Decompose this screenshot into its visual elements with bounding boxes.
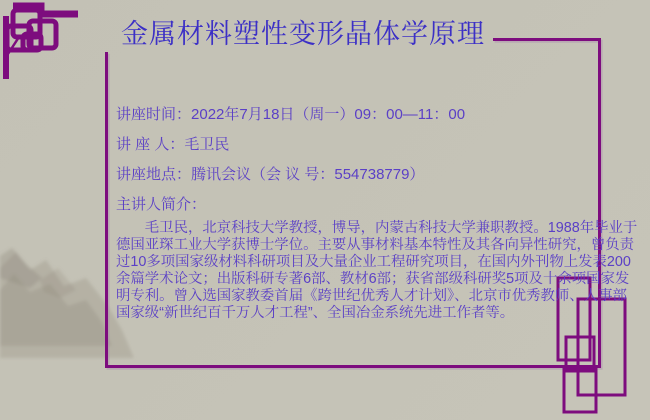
bio-heading-label: 主讲人简介： — [116, 196, 207, 213]
lecture-speaker-label: 讲 座 人： — [116, 136, 185, 153]
lecture-venue-label: 讲座地点： — [116, 166, 192, 183]
bio-line: 明专利。曾入选国家教委首届《跨世纪优秀人才计划》、北京市优秀教师、人事部 — [116, 288, 627, 304]
lecture-venue-value: 腾讯会议（会 议 号：554738779） — [191, 166, 425, 183]
lecture-time-row — [116, 104, 465, 134]
lecture-speaker-value: 毛卫民 — [184, 136, 230, 153]
lecture-speaker-row — [116, 134, 465, 164]
chinese-knot-icon — [0, 0, 92, 86]
lecture-time-label: 讲座时间： — [116, 106, 192, 123]
bio-line: 国家级“新世纪百千万人才工程”、全国冶金系统先进工作者等。 — [116, 305, 515, 321]
lecture-time-value: 2022年7月18日（周一）09：00—11：00 — [191, 106, 466, 123]
page-title: 金属材料塑性变形晶体学原理 — [121, 19, 485, 49]
lecture-venue-row — [116, 164, 465, 194]
lecture-info — [116, 104, 465, 224]
bio-line: 德国亚琛工业大学获博士学位。主要从事材料基本特性及其各向异性研究，曾负责 — [116, 237, 635, 253]
bio-line: 毛卫民，北京科技大学教授，博导，内蒙古科技大学兼职教授。1988年毕业于 — [116, 220, 638, 236]
bio-line: 过10多项国家级材料科研项目及大量企业工程研究项目，在国内外刊物上发表200 — [116, 254, 631, 270]
speaker-bio — [116, 220, 638, 322]
bio-line: 余篇学术论文；出版科研专著6部、教材6部；获省部级科研奖5项及十余项国家发 — [116, 271, 630, 287]
